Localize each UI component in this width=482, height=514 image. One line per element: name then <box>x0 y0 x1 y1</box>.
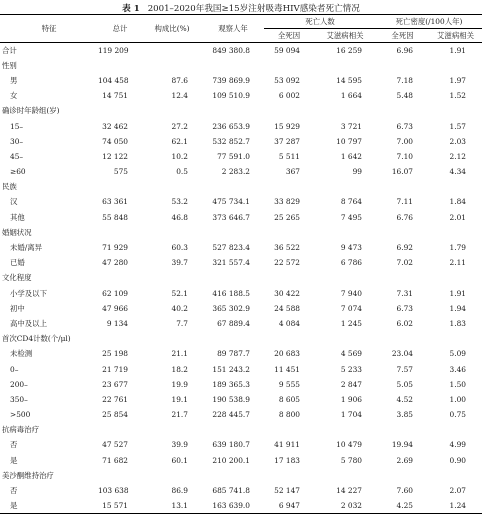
cell-person-years: 739 869.9 <box>212 75 250 85</box>
cell-rate-aids-related <box>429 58 482 73</box>
cell-deaths-all-cause <box>264 422 314 437</box>
cell-proportion: 0.5 <box>176 167 188 177</box>
section-header-row <box>0 468 482 483</box>
cell-deaths-all-cause <box>264 58 314 73</box>
cell-rate-aids-related: 2.12 <box>449 151 467 161</box>
cell-total: 62 109 <box>102 288 128 298</box>
cell-deaths-all-cause: 59 094 <box>274 45 300 55</box>
cell-rate-aids-related <box>429 270 482 285</box>
row-label: 汉 <box>10 197 18 207</box>
header-person-years: 观察人年 <box>218 24 248 33</box>
cell-rate-all-cause: 6.76 <box>396 212 414 222</box>
cell-deaths-aids-related: 3 721 <box>340 121 363 131</box>
cell-person-years: 416 188.5 <box>212 288 250 298</box>
cell-rate-aids-related: 0.90 <box>449 455 467 465</box>
cell-person-years: 77 591.0 <box>217 151 250 161</box>
cell-rate-aids-related <box>429 331 482 346</box>
cell-person-years <box>202 422 264 437</box>
header-rate-aids-related: 艾滋病相关 <box>437 31 474 40</box>
cell-deaths-all-cause: 25 265 <box>274 212 300 222</box>
row-label: 未检测 <box>10 349 33 359</box>
cell-deaths-aids-related: 1 245 <box>340 318 363 328</box>
cell-deaths-aids-related: 9 473 <box>340 243 363 253</box>
cell-rate-aids-related: 5.09 <box>449 349 467 359</box>
cell-total: 47 527 <box>102 440 128 450</box>
cell-total: 23 677 <box>102 379 128 389</box>
header-deaths-all-cause: 全死因 <box>277 31 301 40</box>
table-row <box>0 316 482 331</box>
cell-rate-aids-related: 4.99 <box>449 440 467 450</box>
cell-person-years <box>202 179 264 194</box>
cell-person-years <box>202 58 264 73</box>
table-row <box>0 194 482 209</box>
cell-rate-aids-related: 1.83 <box>449 318 467 328</box>
cell-rate-all-cause: 23.04 <box>391 349 414 359</box>
cell-deaths-aids-related: 4 569 <box>340 349 363 359</box>
cell-rate-aids-related: 1.79 <box>449 243 467 253</box>
cell-total <box>98 103 142 118</box>
cell-proportion: 87.6 <box>171 75 188 85</box>
cell-total: 119 209 <box>98 45 129 55</box>
cell-rate-all-cause: 6.73 <box>396 303 414 313</box>
cell-rate-all-cause: 2.69 <box>396 455 414 465</box>
cell-deaths-all-cause: 33 829 <box>274 197 300 207</box>
cell-deaths-aids-related <box>314 422 376 437</box>
cell-person-years: 365 302.9 <box>212 303 250 313</box>
cell-total: 74 050 <box>102 136 128 146</box>
cell-total: 47 966 <box>102 303 128 313</box>
cell-rate-all-cause: 7.60 <box>396 486 414 496</box>
cell-proportion: 19.9 <box>171 379 188 389</box>
cell-deaths-all-cause: 367 <box>285 167 300 177</box>
cell-deaths-all-cause: 17 183 <box>274 455 300 465</box>
row-label: 未婚/离异 <box>10 243 43 253</box>
cell-deaths-all-cause: 8 605 <box>278 394 300 404</box>
cell-total <box>98 468 142 483</box>
cell-deaths-aids-related: 8 764 <box>340 197 363 207</box>
table-row <box>0 240 482 255</box>
cell-person-years: 527 823.4 <box>212 243 250 253</box>
cell-deaths-all-cause <box>264 179 314 194</box>
header-proportion: 构成比(%) <box>154 24 190 33</box>
table-row <box>0 301 482 316</box>
cell-proportion: 62.1 <box>171 136 188 146</box>
header-deaths-aids-related: 艾滋病相关 <box>326 31 364 40</box>
cell-proportion: 53.2 <box>171 197 188 207</box>
cell-deaths-aids-related <box>314 179 376 194</box>
cell-proportion <box>142 468 202 483</box>
row-label: 否 <box>10 440 18 450</box>
cell-total: 63 361 <box>102 197 128 207</box>
row-label: 文化程度 <box>2 273 32 283</box>
row-label: 男 <box>10 75 18 85</box>
cell-deaths-aids-related <box>314 468 376 483</box>
cell-deaths-aids-related: 1 704 <box>340 410 363 420</box>
cell-rate-all-cause <box>376 422 429 437</box>
cell-rate-aids-related: 1.84 <box>449 197 467 207</box>
cell-deaths-all-cause: 36 522 <box>274 243 300 253</box>
table-row <box>0 483 482 498</box>
cell-deaths-all-cause: 15 929 <box>274 121 300 131</box>
table-row <box>0 43 482 58</box>
cell-rate-all-cause <box>376 103 429 118</box>
row-label: 民族 <box>2 182 17 192</box>
cell-person-years: 67 889.4 <box>217 318 250 328</box>
cell-deaths-aids-related: 2 847 <box>340 379 363 389</box>
cell-rate-all-cause: 7.02 <box>396 258 414 268</box>
cell-rate-all-cause <box>376 225 429 240</box>
cell-deaths-all-cause: 11 451 <box>274 364 300 374</box>
cell-deaths-all-cause: 37 287 <box>274 136 300 146</box>
cell-person-years: 190 538.9 <box>212 394 250 404</box>
cell-rate-all-cause: 5.05 <box>396 379 414 389</box>
cell-total <box>98 225 142 240</box>
cell-person-years: 163 639.0 <box>212 500 250 510</box>
table-row <box>0 88 482 103</box>
cell-person-years: 210 200.1 <box>212 455 250 465</box>
row-label: ≥60 <box>10 167 26 177</box>
cell-total: 47 280 <box>102 258 128 268</box>
cell-rate-aids-related <box>429 179 482 194</box>
cell-rate-all-cause: 6.73 <box>396 121 414 131</box>
header-feature: 特征 <box>41 24 57 33</box>
cell-deaths-aids-related: 99 <box>352 167 363 177</box>
cell-rate-all-cause: 5.48 <box>396 91 414 101</box>
cell-deaths-all-cause <box>264 103 314 118</box>
table-row <box>0 361 482 376</box>
cell-rate-aids-related <box>429 468 482 483</box>
cell-total: 9 134 <box>106 318 128 328</box>
row-label: 200– <box>10 379 28 389</box>
cell-rate-aids-related: 0.75 <box>449 410 467 420</box>
cell-person-years: 321 557.4 <box>212 258 250 268</box>
cell-total <box>98 422 142 437</box>
cell-rate-all-cause: 7.00 <box>396 136 414 146</box>
cell-rate-aids-related: 1.00 <box>449 394 467 404</box>
cell-rate-aids-related: 1.91 <box>449 45 467 55</box>
section-header-row <box>0 103 482 118</box>
row-label: >500 <box>10 410 31 420</box>
section-header-row <box>0 270 482 285</box>
cell-person-years: 2 283.2 <box>221 167 250 177</box>
cell-proportion: 39.9 <box>171 440 188 450</box>
cell-person-years: 373 646.7 <box>212 212 250 222</box>
cell-deaths-all-cause: 20 683 <box>274 349 300 359</box>
cell-deaths-aids-related <box>314 331 376 346</box>
section-header-row <box>0 58 482 73</box>
cell-proportion: 13.1 <box>171 500 188 510</box>
table-header <box>0 15 482 43</box>
cell-deaths-all-cause: 8 800 <box>278 410 300 420</box>
table-row <box>0 149 482 164</box>
cell-proportion: 21.7 <box>171 410 188 420</box>
cell-total: 71 929 <box>102 243 128 253</box>
cell-rate-all-cause: 7.18 <box>396 75 414 85</box>
cell-deaths-aids-related: 7 940 <box>340 288 363 298</box>
cell-deaths-aids-related: 6 786 <box>340 258 363 268</box>
cell-person-years: 685 741.8 <box>212 486 250 496</box>
cell-rate-aids-related: 2.03 <box>449 136 467 146</box>
table-body <box>0 43 482 514</box>
table-row <box>0 377 482 392</box>
cell-person-years <box>202 225 264 240</box>
cell-total: 12 122 <box>102 151 128 161</box>
row-label: 其他 <box>10 212 25 222</box>
cell-proportion: 46.8 <box>171 212 188 222</box>
table-row <box>0 134 482 149</box>
section-header-row <box>0 179 482 194</box>
table-row <box>0 286 482 301</box>
cell-person-years: 532 852.7 <box>212 136 250 146</box>
cell-total <box>98 270 142 285</box>
cell-proportion <box>142 270 202 285</box>
cell-proportion: 27.2 <box>171 121 188 131</box>
header-deaths-group: 死亡人数 <box>264 15 376 29</box>
cell-rate-all-cause <box>376 58 429 73</box>
cell-deaths-all-cause: 41 911 <box>274 440 300 450</box>
cell-rate-aids-related: 1.52 <box>449 91 467 101</box>
cell-deaths-aids-related: 5 780 <box>340 455 363 465</box>
cell-rate-aids-related: 2.11 <box>449 258 467 268</box>
cell-proportion: 86.9 <box>171 486 188 496</box>
cell-deaths-all-cause: 5 511 <box>278 151 300 161</box>
cell-proportion: 40.2 <box>171 303 188 313</box>
row-label: 合计 <box>2 45 17 55</box>
cell-total: 575 <box>113 167 128 177</box>
cell-total <box>98 179 142 194</box>
cell-rate-all-cause <box>376 468 429 483</box>
cell-total: 22 761 <box>102 394 128 404</box>
cell-rate-all-cause: 7.31 <box>396 288 414 298</box>
table-row <box>0 392 482 407</box>
cell-rate-aids-related <box>429 422 482 437</box>
row-label: 15– <box>10 121 24 131</box>
cell-deaths-aids-related <box>314 103 376 118</box>
cell-rate-aids-related: 2.07 <box>449 486 467 496</box>
cell-deaths-aids-related: 10 479 <box>336 440 363 450</box>
cell-proportion: 18.2 <box>171 364 188 374</box>
cell-deaths-aids-related: 5 233 <box>340 364 363 374</box>
cell-total: 55 848 <box>102 212 128 222</box>
cell-rate-aids-related <box>429 103 482 118</box>
table-row <box>0 118 482 133</box>
cell-proportion: 19.1 <box>171 394 188 404</box>
row-label: 初中 <box>10 303 25 313</box>
cell-deaths-aids-related: 1 906 <box>340 394 363 404</box>
row-label: 女 <box>10 91 18 101</box>
row-label: 性别 <box>2 60 17 70</box>
cell-deaths-all-cause: 22 572 <box>274 258 300 268</box>
table-row <box>0 437 482 452</box>
cell-rate-all-cause: 7.11 <box>396 197 414 207</box>
cell-rate-aids-related: 4.34 <box>449 167 467 177</box>
cell-deaths-aids-related: 7 074 <box>340 303 363 313</box>
cell-deaths-all-cause <box>264 225 314 240</box>
cell-total: 21 719 <box>102 364 128 374</box>
row-label: 已婚 <box>10 258 25 268</box>
cell-total: 103 638 <box>98 486 129 496</box>
cell-deaths-aids-related: 1 664 <box>340 91 363 101</box>
table-row <box>0 453 482 468</box>
cell-rate-aids-related: 1.50 <box>449 379 467 389</box>
cell-rate-aids-related: 1.94 <box>449 303 467 313</box>
row-label: 确诊时年龄组(岁) <box>2 106 60 116</box>
row-label: 高中及以上 <box>10 318 47 328</box>
row-label: 婚姻状况 <box>2 227 32 237</box>
cell-person-years: 236 653.9 <box>212 121 250 131</box>
row-label: 是 <box>10 455 18 465</box>
cell-proportion: 10.2 <box>171 151 188 161</box>
cell-proportion <box>142 58 202 73</box>
row-label: 抗病毒治疗 <box>2 425 39 435</box>
table-row <box>0 346 482 361</box>
cell-deaths-all-cause: 52 147 <box>274 486 300 496</box>
table-row <box>0 164 482 179</box>
cell-deaths-aids-related: 2 032 <box>340 500 363 510</box>
cell-person-years: 228 445.7 <box>212 410 250 420</box>
table-row <box>0 498 482 513</box>
row-label: 45– <box>10 151 24 161</box>
cell-person-years: 849 380.8 <box>212 45 250 55</box>
cell-total: 32 462 <box>102 121 128 131</box>
cell-deaths-all-cause: 53 092 <box>274 75 300 85</box>
row-label: 否 <box>10 486 18 496</box>
cell-proportion <box>142 225 202 240</box>
table-row <box>0 73 482 88</box>
cell-deaths-all-cause: 9 555 <box>278 379 300 389</box>
cell-deaths-aids-related: 14 227 <box>336 486 363 496</box>
table-row <box>0 407 482 422</box>
cell-person-years: 89 787.7 <box>217 349 250 359</box>
cell-deaths-aids-related: 16 259 <box>336 45 363 55</box>
section-header-row <box>0 422 482 437</box>
cell-rate-aids-related: 1.97 <box>449 75 467 85</box>
table-number: 表 1 <box>122 4 140 14</box>
cell-person-years: 639 180.7 <box>212 440 250 450</box>
cell-deaths-aids-related <box>314 270 376 285</box>
cell-rate-all-cause: 19.94 <box>391 440 414 450</box>
table-caption <box>0 2 482 14</box>
cell-rate-aids-related: 2.01 <box>449 212 467 222</box>
cell-total: 14 751 <box>102 91 128 101</box>
cell-proportion: 60.1 <box>171 455 188 465</box>
cell-person-years: 151 243.2 <box>212 364 250 374</box>
cell-rate-aids-related: 3.46 <box>449 364 467 374</box>
cell-deaths-aids-related <box>314 225 376 240</box>
row-label: 30– <box>10 136 24 146</box>
cell-rate-all-cause <box>376 179 429 194</box>
cell-proportion <box>142 179 202 194</box>
cell-rate-all-cause: 7.10 <box>396 151 414 161</box>
cell-rate-aids-related: 1.91 <box>449 288 467 298</box>
cell-total: 104 458 <box>98 75 129 85</box>
cell-proportion <box>142 43 202 58</box>
cell-deaths-all-cause: 30 422 <box>274 288 300 298</box>
cell-deaths-all-cause: 4 084 <box>278 318 300 328</box>
row-label: 首次CD4计数(个/μl) <box>2 334 71 344</box>
cell-rate-aids-related: 1.57 <box>449 121 467 131</box>
cell-deaths-all-cause: 6 947 <box>278 500 300 510</box>
table-title: 2001–2020年我国≥15岁注射吸毒HIV感染者死亡情况 <box>147 4 360 14</box>
cell-deaths-aids-related: 1 642 <box>340 151 363 161</box>
section-header-row <box>0 225 482 240</box>
cell-rate-all-cause: 3.85 <box>396 410 414 420</box>
cell-deaths-aids-related: 7 495 <box>340 212 363 222</box>
cell-total: 25 198 <box>102 349 128 359</box>
cell-proportion <box>142 422 202 437</box>
cell-proportion: 21.1 <box>171 349 188 359</box>
cell-total <box>98 58 142 73</box>
cell-total <box>98 331 142 346</box>
cell-rate-all-cause <box>376 331 429 346</box>
section-header-row <box>0 331 482 346</box>
cell-deaths-aids-related: 10 797 <box>336 136 363 146</box>
cell-rate-all-cause: 6.02 <box>396 318 414 328</box>
row-label: 美沙酮维持治疗 <box>2 470 54 480</box>
cell-rate-all-cause: 6.96 <box>396 45 414 55</box>
table-row <box>0 255 482 270</box>
cell-total: 15 571 <box>102 500 128 510</box>
header-rate-all-cause: 全死因 <box>391 31 414 40</box>
row-label: 小学及以下 <box>10 288 47 298</box>
cell-proportion <box>142 103 202 118</box>
cell-deaths-all-cause <box>264 468 314 483</box>
row-label: 是 <box>10 500 18 510</box>
cell-proportion: 52.1 <box>171 288 188 298</box>
cell-proportion: 7.7 <box>176 318 188 328</box>
table-row <box>0 210 482 225</box>
cell-deaths-aids-related <box>314 58 376 73</box>
cell-rate-all-cause: 4.52 <box>396 394 414 404</box>
cell-proportion: 60.3 <box>171 243 188 253</box>
cell-rate-all-cause: 7.57 <box>396 364 414 374</box>
cell-proportion <box>142 331 202 346</box>
cell-total: 25 854 <box>102 410 128 420</box>
cell-person-years: 189 365.3 <box>212 379 250 389</box>
cell-proportion: 12.4 <box>171 91 188 101</box>
cell-person-years <box>202 468 264 483</box>
cell-person-years <box>202 270 264 285</box>
cell-proportion: 39.7 <box>171 258 188 268</box>
cell-deaths-all-cause <box>264 270 314 285</box>
cell-rate-all-cause: 6.92 <box>396 243 414 253</box>
cell-rate-all-cause <box>376 270 429 285</box>
cell-person-years <box>202 103 264 118</box>
header-rate-group: 死亡密度(/100人年) <box>376 15 482 29</box>
cell-deaths-all-cause <box>264 331 314 346</box>
cell-person-years: 475 734.1 <box>212 197 250 207</box>
mortality-table <box>0 14 482 514</box>
cell-rate-aids-related <box>429 225 482 240</box>
cell-deaths-aids-related: 14 595 <box>336 75 363 85</box>
row-label: 350– <box>10 394 28 404</box>
cell-person-years <box>202 331 264 346</box>
cell-deaths-all-cause: 6 002 <box>278 91 300 101</box>
cell-deaths-all-cause: 24 588 <box>274 303 300 313</box>
cell-total: 71 682 <box>102 455 128 465</box>
cell-rate-all-cause: 4.25 <box>396 500 414 510</box>
cell-rate-aids-related: 1.24 <box>449 500 467 510</box>
row-label: 0– <box>10 364 19 374</box>
cell-rate-all-cause: 16.07 <box>391 167 414 177</box>
cell-person-years: 109 510.9 <box>212 91 250 101</box>
header-total: 总计 <box>112 24 128 33</box>
